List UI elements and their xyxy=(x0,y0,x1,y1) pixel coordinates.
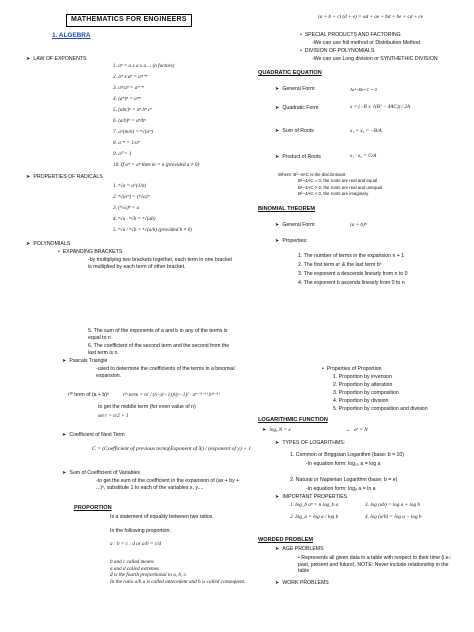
rth-term-label: rᵗʰ term of (a + b)ⁿ xyxy=(68,392,109,398)
binomial-property-5: 5. The sum of the exponents of a and b in any of the terms is equal to n xyxy=(88,328,228,341)
proportion-equation: a : b = c : d or a/b = c/d xyxy=(110,541,162,547)
list-item: 2. Proportion by alteration xyxy=(333,382,393,388)
worded-problem-heading: WORDED PROBLEM xyxy=(258,537,314,543)
list-item: 9. a⁰ = 1 xyxy=(113,151,132,157)
arrow-bullet-icon: ➤ xyxy=(275,222,280,228)
list-item: 1. Proportion by inversion xyxy=(333,374,392,380)
log-common-equation: -In equation form: log₁₀ a = log a xyxy=(306,461,381,467)
list-item: 4. ⁿ√a · ⁿ√b = ⁿ√(ab) xyxy=(113,216,156,222)
list-item: 3. Proportion by composition xyxy=(333,390,399,396)
quadratic-heading: QUADRATIC EQUATION xyxy=(258,70,322,76)
expanding-brackets-heading: • EXPANDING BRACKETS xyxy=(58,249,123,255)
list-item: a and d called extremes xyxy=(110,565,160,572)
list-item: 1. aⁿ = a x a x a ... (n factors) xyxy=(113,63,175,69)
arrow-bullet-icon: ➤ xyxy=(62,470,67,476)
list-item: 3. aᵐ/aⁿ = aᵐ⁻ⁿ xyxy=(113,85,144,91)
arrow-bullet-icon: ➤ xyxy=(275,440,280,446)
sum-roots-label: ➤ Sum of Roots xyxy=(275,128,314,134)
list-item: 3. The exponent a descends linearly from n to 0 xyxy=(298,271,408,277)
list-item: d is the fourth proportional to a, b, c. xyxy=(110,572,188,578)
coefficient-formula: C = (Coefficient of previous term)(Exponent of X) / (exponent of y) + 1 xyxy=(92,446,252,452)
arrow-bullet-icon: ➤ xyxy=(26,56,31,62)
foil-equation: (a + b + c) (d + e) = ad + ae + bd + be + cd + ce xyxy=(318,14,424,20)
dot-bullet-icon: • xyxy=(322,366,327,372)
list-item: 5. ⁿ√a / ⁿ√b = ⁿ√(a/b) (provided b ≠ 0) xyxy=(113,227,192,233)
arrow-bullet-icon: ➤ xyxy=(275,546,280,552)
list-item: 3. (ⁿ√a)ⁿ = a xyxy=(113,205,140,211)
dot-bullet-icon: • xyxy=(300,32,305,38)
list-item: B²−4AC < 0, the roots are imaginary xyxy=(298,191,369,197)
list-item: Where: B²−4AC is the discriminant xyxy=(278,172,346,177)
log-common: 1. Common or Briggsian Logarithm (base: b = 10) xyxy=(290,452,405,458)
sum-roots-value: x₁ + x₂ = −B/A xyxy=(350,128,382,134)
work-problems-heading: ➤ WORK PROBLEMS xyxy=(275,580,329,586)
rth-term-formula: rᵗʰ term = n! / (n−(r−1))!(r−1)! · aⁿ⁻⁽ʳ⁻¹⁾ b⁽ʳ⁻¹⁾ xyxy=(123,392,220,398)
sum-coefficient-description: -to get the sum of the coefficient in the expansion of (ax + by + ...)ⁿ, substitute 1 to each of the variables x, y.... xyxy=(96,478,240,491)
log-property-3: 3. log (ab) = log a + log b xyxy=(365,502,420,508)
binomial-general-label: ➤ General Form: xyxy=(275,222,316,228)
list-item: 5. (abc)ⁿ = aⁿ bⁿ cⁿ xyxy=(113,107,152,113)
arrow-bullet-icon: ➤ xyxy=(26,174,31,180)
arrow-bullet-icon: ➤ xyxy=(275,580,280,586)
pascal-heading: ➤ Pascals Triangle xyxy=(62,358,108,364)
list-item: In the ratio a/b a is called antecedent and b is called consequent. xyxy=(110,578,246,585)
log-properties-heading: ➤ IMPORTANT PROPERTIES xyxy=(275,494,348,500)
log-definition-left: ➤ logₐ N = x xyxy=(262,427,291,433)
coefficient-heading: ➤ Coefficient of Next Term xyxy=(62,432,125,438)
exponents-heading: ➤ LAW OF EXPONENTS xyxy=(26,56,87,62)
list-item: b and c called means xyxy=(110,559,154,565)
binomial-general-value: (a + b)ⁿ xyxy=(350,222,367,228)
list-item: 1. ⁿ√a = a^(1/n) xyxy=(113,183,147,189)
proportion-notes xyxy=(110,559,250,585)
middle-term-note: to get the middle term (for even value of n) xyxy=(98,404,196,410)
log-definition-right: → aˣ = N xyxy=(345,427,368,433)
document-title: MATHEMATICS FOR ENGINEERS xyxy=(66,14,192,27)
proportion-intro: In the following proportion: xyxy=(110,528,171,534)
age-problems-description: • Represents all given data in a table with respect to their time (i.e.: past, present and future). NOTE: Never include relationship in the table xyxy=(298,555,452,574)
exponents-list xyxy=(113,63,199,173)
list-item: B²−4AC = 0, the roots are real and equal xyxy=(298,178,378,184)
list-item: 6. (a/b)ⁿ = aⁿ/bⁿ xyxy=(113,118,146,124)
log-types-heading: ➤ TYPES OF LOGARITHMS: xyxy=(275,440,346,446)
proportion-properties-heading: • Properties of Proportion xyxy=(322,366,382,372)
proportion-heading: PROPORTION xyxy=(74,505,112,511)
dot-bullet-icon: • xyxy=(300,48,305,54)
binomial-properties-list xyxy=(298,253,408,289)
list-item: 4. Proportion by division xyxy=(333,398,389,404)
log-natural-equation: -In equation form: logₑ a = ln a xyxy=(306,486,376,492)
division-description: -We can use Long division or SYNTHETHIC DIVISION xyxy=(312,56,438,62)
radicals-heading: ➤ PROPERTIES OF RADICALS xyxy=(26,174,103,180)
arrow-bullet-icon: ➤ xyxy=(275,154,280,160)
binomial-properties-label: ➤ Properties: xyxy=(275,238,308,244)
list-item: 4. The exponent b ascends linearly from 0 to n xyxy=(298,280,405,286)
proportion-description: Is a statement of equality between two ratios. xyxy=(110,514,214,520)
division-heading: • DIVISION OF POLYNOMIALS xyxy=(300,48,375,54)
list-item: 5. Proportion by composition and division xyxy=(333,406,428,412)
log-property-4: 4. log (a/b) = log a − log b xyxy=(365,514,422,520)
arrow-bullet-icon: ➤ xyxy=(275,128,280,134)
binomial-property-6: 6. The coefficient of the second term and the second from the last term is n. xyxy=(88,343,230,356)
log-natural: 2. Natural or Napierian Logarithm (base: b = e) xyxy=(290,477,398,483)
list-item: 10. If aᵐ = aⁿ then m = n (provided a ≠ 0) xyxy=(113,162,200,168)
list-item: 1. The number of terms in the expansion n + 1 xyxy=(298,253,405,259)
special-products-description: -We can use foil method or Distribution Method xyxy=(312,40,421,46)
discriminant-notes xyxy=(278,172,382,198)
arrow-bullet-icon: ➤ xyxy=(26,241,31,247)
section-algebra: 1. ALGEBRA xyxy=(52,32,91,39)
age-problems-heading: ➤ AGE PROBLEMS xyxy=(275,546,324,552)
arrow-bullet-icon: ➤ xyxy=(262,427,267,433)
dot-bullet-icon: • xyxy=(298,555,302,561)
arrow-bullet-icon: ➤ xyxy=(62,358,67,364)
arrow-bullet-icon: ➤ xyxy=(275,494,280,500)
list-item: 2. ⁿ√(aᵐ) = (ⁿ√a)ᵐ xyxy=(113,194,150,200)
arrow-bullet-icon: ➤ xyxy=(275,238,280,244)
special-products-heading: • SPECIAL PRODUCTS AND FACTORING xyxy=(300,32,401,38)
sum-coefficient-heading: ➤ Sum of Coefficient of Variables xyxy=(62,470,141,476)
quad-general-label: ➤ General Form: xyxy=(275,86,316,92)
arrow-bullet-icon: ➤ xyxy=(62,432,67,438)
arrow-bullet-icon: ➤ xyxy=(275,86,280,92)
binomial-heading: BINOMIAL THEOREM xyxy=(258,206,316,212)
product-roots-label: ➤ Product of Roots xyxy=(275,154,321,160)
list-item: B²−4AC > 0, the roots are real and unequal xyxy=(298,184,382,190)
list-item: 7. a^(m/n) = ⁿ√(aᵐ) xyxy=(113,129,153,135)
polynomials-heading: ➤ POLYNOMIALS xyxy=(26,241,71,247)
list-item: 2. aᵐ x aⁿ = aᵐ⁺ⁿ xyxy=(113,74,148,80)
arrow-bullet-icon: ➤ xyxy=(275,105,280,111)
expanding-description: -by multiplying two brackets together, each term in one bracket is multiplied by each term of other bracket. xyxy=(88,257,232,270)
log-property-1: 1. log_b aⁿ = n log_b a xyxy=(290,502,339,508)
quad-formula-value: x = (−B ± √(B² − 4AC)) / 2A xyxy=(350,104,411,110)
logarithm-heading: LOGARITHMIC FUNCTION xyxy=(258,417,328,423)
proportion-properties-list xyxy=(333,374,428,414)
dot-bullet-icon: • xyxy=(58,249,63,255)
list-item: 2. The first term aⁿ & the last term bⁿ xyxy=(298,262,382,268)
quad-formula-label: ➤ Quadratic Form xyxy=(275,105,319,111)
list-item: 8. a⁻ⁿ = 1/aⁿ xyxy=(113,140,140,146)
product-roots-value: x₁ · x₂ = C/A xyxy=(350,153,377,159)
quad-general-value: Ax²+Bx+C = 0 xyxy=(350,87,377,92)
middle-term-r: set r = n/2 + 1 xyxy=(98,413,129,419)
pascal-description: -used to determine the coefficients of the terms in a binomial expansion. xyxy=(96,366,235,379)
log-property-2: 2. log_a = log a / log b xyxy=(290,514,339,520)
arrow-right-icon: → xyxy=(345,427,355,433)
radicals-list xyxy=(113,183,192,238)
list-item: 4. (aᵐ)ⁿ = aᵐⁿ xyxy=(113,96,141,102)
